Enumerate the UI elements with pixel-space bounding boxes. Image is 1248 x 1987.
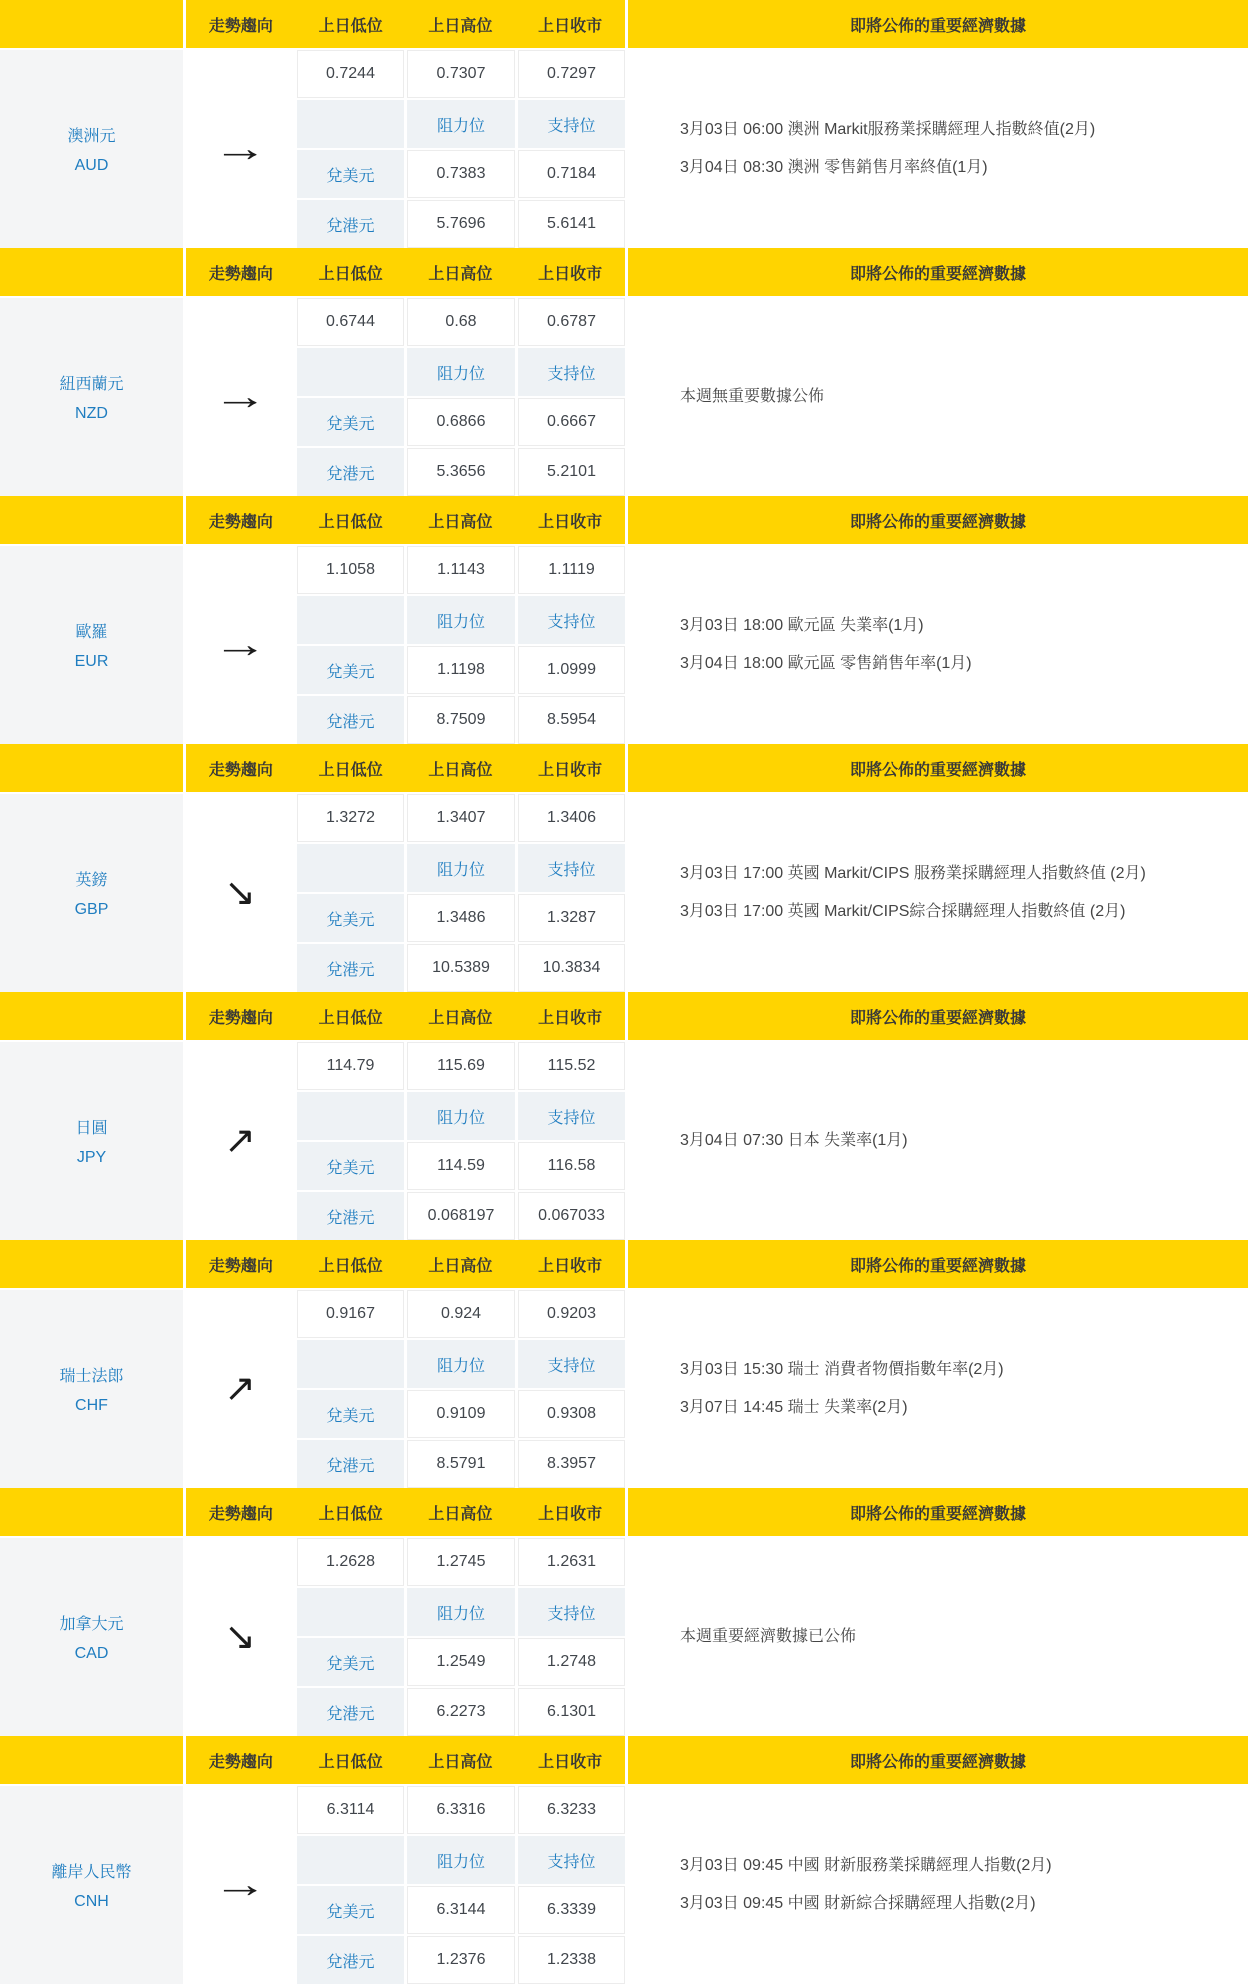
trend-arrow-icon: ↘ [224, 872, 256, 914]
currency-name-zh: 離岸人民幣 [51, 1864, 132, 1881]
header-prev-low: 上日低位 [318, 1505, 383, 1523]
header-trend: 走勢趨向 [208, 1257, 273, 1275]
currency-name-cell [0, 1042, 183, 1240]
header-econ-data: 即將公佈的重要經濟數據 [628, 1736, 1248, 1784]
econ-item: 3月04日 18:00 歐元區 零售銷售年率(1月) [680, 655, 972, 672]
currency-code: EUR [74, 653, 109, 670]
econ-item: 3月07日 14:45 瑞士 失業率(2月) [680, 1399, 908, 1416]
column-headers [186, 496, 625, 544]
econ-item: 3月04日 08:30 澳洲 零售銷售月率終值(1月) [680, 159, 988, 176]
econ-item: 3月04日 07:30 日本 失業率(1月) [680, 1132, 908, 1149]
column-headers [186, 1240, 625, 1288]
header-spacer [0, 1736, 183, 1784]
currency-name-zh: 英鎊 [75, 872, 108, 889]
econ-announcements [628, 794, 1248, 992]
hkd-resistance-value: 5.3656 [407, 448, 515, 496]
currency-code: GBP [74, 901, 109, 918]
header-prev-low: 上日低位 [318, 761, 383, 779]
vs-usd-label: 兌美元 [297, 1390, 404, 1438]
usd-resistance-value: 1.2549 [407, 1638, 515, 1686]
band-spacer [297, 1092, 404, 1140]
support-label: 支持位 [518, 1588, 625, 1636]
hkd-support-value: 5.6141 [518, 200, 625, 248]
header-econ-data: 即將公佈的重要經濟數據 [628, 744, 1248, 792]
prev-high-value: 1.2745 [407, 1538, 515, 1586]
header-prev-close: 上日收市 [538, 1753, 603, 1771]
header-econ-data: 即將公佈的重要經濟數據 [628, 248, 1248, 296]
currency-code: AUD [74, 157, 109, 174]
band-spacer [297, 1340, 404, 1388]
header-spacer [0, 248, 183, 296]
usd-support-value: 6.3339 [518, 1886, 625, 1934]
header-spacer [0, 744, 183, 792]
hkd-resistance-value: 10.5389 [407, 944, 515, 992]
currency-name-cell [0, 546, 183, 744]
trend-cell [186, 1786, 294, 1984]
header-trend: 走勢趨向 [208, 1009, 273, 1027]
header-prev-high: 上日高位 [428, 1009, 493, 1027]
trend-cell [186, 298, 294, 496]
econ-item: 3月03日 06:00 澳洲 Markit服務業採購經理人指數終值(2月) [680, 121, 1096, 138]
header-trend: 走勢趨向 [208, 17, 273, 35]
currency-code: NZD [75, 405, 108, 422]
currency-name-zh: 加拿大元 [59, 1616, 124, 1633]
econ-item: 本週無重要數據公佈 [680, 388, 825, 405]
hkd-resistance-value: 8.5791 [407, 1440, 515, 1488]
resistance-label: 阻力位 [407, 1340, 515, 1388]
header-spacer [0, 992, 183, 1040]
support-label: 支持位 [518, 1092, 625, 1140]
trend-arrow-icon: ↗ [224, 1120, 256, 1162]
econ-announcements [628, 298, 1248, 496]
usd-resistance-value: 1.1198 [407, 646, 515, 694]
econ-item: 3月03日 15:30 瑞士 消費者物價指數年率(2月) [680, 1361, 1004, 1378]
trend-arrow-icon: → [212, 128, 268, 170]
econ-item: 3月03日 17:00 英國 Markit/CIPS 服務業採購經理人指數終值 (2月) [680, 865, 1146, 882]
header-econ-data: 即將公佈的重要經濟數據 [628, 496, 1248, 544]
vs-usd-label: 兌美元 [297, 1886, 404, 1934]
currency-section [0, 1736, 1248, 1984]
band-spacer [297, 1836, 404, 1884]
header-prev-close: 上日收市 [538, 1257, 603, 1275]
band-spacer [297, 844, 404, 892]
prev-close-value: 115.52 [518, 1042, 625, 1090]
column-headers [186, 1736, 625, 1784]
header-prev-high: 上日高位 [428, 1753, 493, 1771]
usd-support-value: 1.3287 [518, 894, 625, 942]
prev-close-value: 0.6787 [518, 298, 625, 346]
vs-hkd-label: 兌港元 [297, 1192, 404, 1240]
hkd-resistance-value: 5.7696 [407, 200, 515, 248]
header-prev-low: 上日低位 [318, 1257, 383, 1275]
header-spacer [0, 1240, 183, 1288]
support-label: 支持位 [518, 348, 625, 396]
resistance-label: 阻力位 [407, 1836, 515, 1884]
header-econ-data: 即將公佈的重要經濟數據 [628, 0, 1248, 48]
band-spacer [297, 596, 404, 644]
currency-name-cell [0, 1786, 183, 1984]
support-label: 支持位 [518, 100, 625, 148]
header-trend: 走勢趨向 [208, 1505, 273, 1523]
header-prev-low: 上日低位 [318, 513, 383, 531]
vs-hkd-label: 兌港元 [297, 944, 404, 992]
econ-announcements [628, 1786, 1248, 1984]
header-trend: 走勢趨向 [208, 1753, 273, 1771]
hkd-support-value: 8.3957 [518, 1440, 625, 1488]
trend-cell [186, 794, 294, 992]
prev-high-value: 6.3316 [407, 1786, 515, 1834]
trend-arrow-icon: ↘ [224, 1616, 256, 1658]
prev-high-value: 1.3407 [407, 794, 515, 842]
vs-usd-label: 兌美元 [297, 646, 404, 694]
usd-resistance-value: 1.3486 [407, 894, 515, 942]
usd-resistance-value: 6.3144 [407, 1886, 515, 1934]
hkd-resistance-value: 0.068197 [407, 1192, 515, 1240]
prev-close-value: 1.2631 [518, 1538, 625, 1586]
econ-announcements [628, 1538, 1248, 1736]
hkd-support-value: 6.1301 [518, 1688, 625, 1736]
hkd-support-value: 1.2338 [518, 1936, 625, 1984]
currency-name-zh: 瑞士法郎 [59, 1368, 124, 1385]
support-label: 支持位 [518, 1836, 625, 1884]
usd-support-value: 116.58 [518, 1142, 625, 1190]
currency-name-zh: 紐西蘭元 [59, 376, 124, 393]
vs-hkd-label: 兌港元 [297, 1440, 404, 1488]
header-prev-close: 上日收市 [538, 761, 603, 779]
trend-cell [186, 50, 294, 248]
prev-high-value: 0.68 [407, 298, 515, 346]
vs-hkd-label: 兌港元 [297, 1936, 404, 1984]
header-prev-close: 上日收市 [538, 17, 603, 35]
currency-section [0, 496, 1248, 744]
resistance-label: 阻力位 [407, 844, 515, 892]
header-prev-close: 上日收市 [538, 1505, 603, 1523]
trend-arrow-icon: → [212, 624, 268, 666]
header-prev-close: 上日收市 [538, 513, 603, 531]
header-prev-high: 上日高位 [428, 1257, 493, 1275]
vs-hkd-label: 兌港元 [297, 200, 404, 248]
header-spacer [0, 1488, 183, 1536]
econ-item: 3月03日 18:00 歐元區 失業率(1月) [680, 617, 924, 634]
header-prev-low: 上日低位 [318, 265, 383, 283]
column-headers [186, 992, 625, 1040]
prev-low-value: 0.9167 [297, 1290, 404, 1338]
header-prev-low: 上日低位 [318, 1009, 383, 1027]
prev-low-value: 6.3114 [297, 1786, 404, 1834]
usd-support-value: 1.2748 [518, 1638, 625, 1686]
hkd-support-value: 8.5954 [518, 696, 625, 744]
hkd-support-value: 10.3834 [518, 944, 625, 992]
prev-low-value: 1.3272 [297, 794, 404, 842]
header-trend: 走勢趨向 [208, 761, 273, 779]
econ-item: 3月03日 17:00 英國 Markit/CIPS綜合採購經理人指數終值 (2月) [680, 903, 1126, 920]
prev-close-value: 0.7297 [518, 50, 625, 98]
currency-name-cell [0, 794, 183, 992]
trend-cell [186, 1538, 294, 1736]
vs-usd-label: 兌美元 [297, 398, 404, 446]
header-trend: 走勢趨向 [208, 265, 273, 283]
header-prev-high: 上日高位 [428, 1505, 493, 1523]
prev-low-value: 1.2628 [297, 1538, 404, 1586]
prev-close-value: 1.1119 [518, 546, 625, 594]
prev-low-value: 1.1058 [297, 546, 404, 594]
currency-section [0, 248, 1248, 496]
header-spacer [0, 0, 183, 48]
vs-hkd-label: 兌港元 [297, 1688, 404, 1736]
column-headers [186, 744, 625, 792]
usd-resistance-value: 0.9109 [407, 1390, 515, 1438]
usd-resistance-value: 114.59 [407, 1142, 515, 1190]
econ-announcements [628, 1290, 1248, 1488]
prev-high-value: 0.7307 [407, 50, 515, 98]
hkd-support-value: 5.2101 [518, 448, 625, 496]
currency-code: CAD [74, 1645, 109, 1662]
usd-resistance-value: 0.6866 [407, 398, 515, 446]
column-headers [186, 248, 625, 296]
currency-section [0, 744, 1248, 992]
trend-cell [186, 546, 294, 744]
econ-announcements [628, 50, 1248, 248]
column-headers [186, 1488, 625, 1536]
currency-name-cell [0, 1538, 183, 1736]
currency-code: JPY [76, 1149, 107, 1166]
prev-high-value: 0.924 [407, 1290, 515, 1338]
hkd-resistance-value: 6.2273 [407, 1688, 515, 1736]
header-econ-data: 即將公佈的重要經濟數據 [628, 1240, 1248, 1288]
resistance-label: 阻力位 [407, 596, 515, 644]
trend-arrow-icon: → [212, 1864, 268, 1906]
usd-support-value: 0.9308 [518, 1390, 625, 1438]
header-trend: 走勢趨向 [208, 513, 273, 531]
usd-resistance-value: 0.7383 [407, 150, 515, 198]
usd-support-value: 0.6667 [518, 398, 625, 446]
header-spacer [0, 496, 183, 544]
resistance-label: 阻力位 [407, 100, 515, 148]
usd-support-value: 0.7184 [518, 150, 625, 198]
currency-name-cell [0, 298, 183, 496]
prev-close-value: 6.3233 [518, 1786, 625, 1834]
trend-cell [186, 1042, 294, 1240]
vs-usd-label: 兌美元 [297, 1638, 404, 1686]
currency-name-cell [0, 1290, 183, 1488]
support-label: 支持位 [518, 844, 625, 892]
header-prev-close: 上日收市 [538, 265, 603, 283]
prev-high-value: 1.1143 [407, 546, 515, 594]
vs-usd-label: 兌美元 [297, 1142, 404, 1190]
vs-usd-label: 兌美元 [297, 150, 404, 198]
prev-high-value: 115.69 [407, 1042, 515, 1090]
trend-arrow-icon: → [212, 376, 268, 418]
currency-section [0, 1488, 1248, 1736]
vs-usd-label: 兌美元 [297, 894, 404, 942]
trend-cell [186, 1290, 294, 1488]
resistance-label: 阻力位 [407, 1588, 515, 1636]
econ-announcements [628, 546, 1248, 744]
currency-code: CNH [74, 1893, 109, 1910]
prev-low-value: 114.79 [297, 1042, 404, 1090]
hkd-resistance-value: 8.7509 [407, 696, 515, 744]
resistance-label: 阻力位 [407, 1092, 515, 1140]
header-prev-high: 上日高位 [428, 761, 493, 779]
header-prev-high: 上日高位 [428, 513, 493, 531]
header-prev-high: 上日高位 [428, 265, 493, 283]
column-headers [186, 0, 625, 48]
hkd-support-value: 0.067033 [518, 1192, 625, 1240]
hkd-resistance-value: 1.2376 [407, 1936, 515, 1984]
prev-low-value: 0.6744 [297, 298, 404, 346]
resistance-label: 阻力位 [407, 348, 515, 396]
trend-arrow-icon: ↗ [224, 1368, 256, 1410]
usd-support-value: 1.0999 [518, 646, 625, 694]
currency-section [0, 0, 1248, 248]
header-prev-high: 上日高位 [428, 17, 493, 35]
header-prev-close: 上日收市 [538, 1009, 603, 1027]
currency-name-zh: 日圓 [75, 1120, 108, 1137]
support-label: 支持位 [518, 596, 625, 644]
prev-low-value: 0.7244 [297, 50, 404, 98]
econ-item: 3月03日 09:45 中國 財新服務業採購經理人指數(2月) [680, 1857, 1052, 1874]
band-spacer [297, 100, 404, 148]
currency-section [0, 1240, 1248, 1488]
support-label: 支持位 [518, 1340, 625, 1388]
econ-item: 本週重要經濟數據已公佈 [680, 1628, 857, 1645]
currency-name-zh: 澳洲元 [67, 128, 116, 145]
header-econ-data: 即將公佈的重要經濟數據 [628, 992, 1248, 1040]
vs-hkd-label: 兌港元 [297, 448, 404, 496]
header-econ-data: 即將公佈的重要經濟數據 [628, 1488, 1248, 1536]
prev-close-value: 0.9203 [518, 1290, 625, 1338]
vs-hkd-label: 兌港元 [297, 696, 404, 744]
currency-section [0, 992, 1248, 1240]
currency-name-cell [0, 50, 183, 248]
band-spacer [297, 1588, 404, 1636]
header-prev-low: 上日低位 [318, 17, 383, 35]
currency-name-zh: 歐羅 [75, 624, 108, 641]
currency-code: CHF [75, 1397, 108, 1414]
prev-close-value: 1.3406 [518, 794, 625, 842]
band-spacer [297, 348, 404, 396]
econ-announcements [628, 1042, 1248, 1240]
econ-item: 3月03日 09:45 中國 財新綜合採購經理人指數(2月) [680, 1895, 1036, 1912]
header-prev-low: 上日低位 [318, 1753, 383, 1771]
